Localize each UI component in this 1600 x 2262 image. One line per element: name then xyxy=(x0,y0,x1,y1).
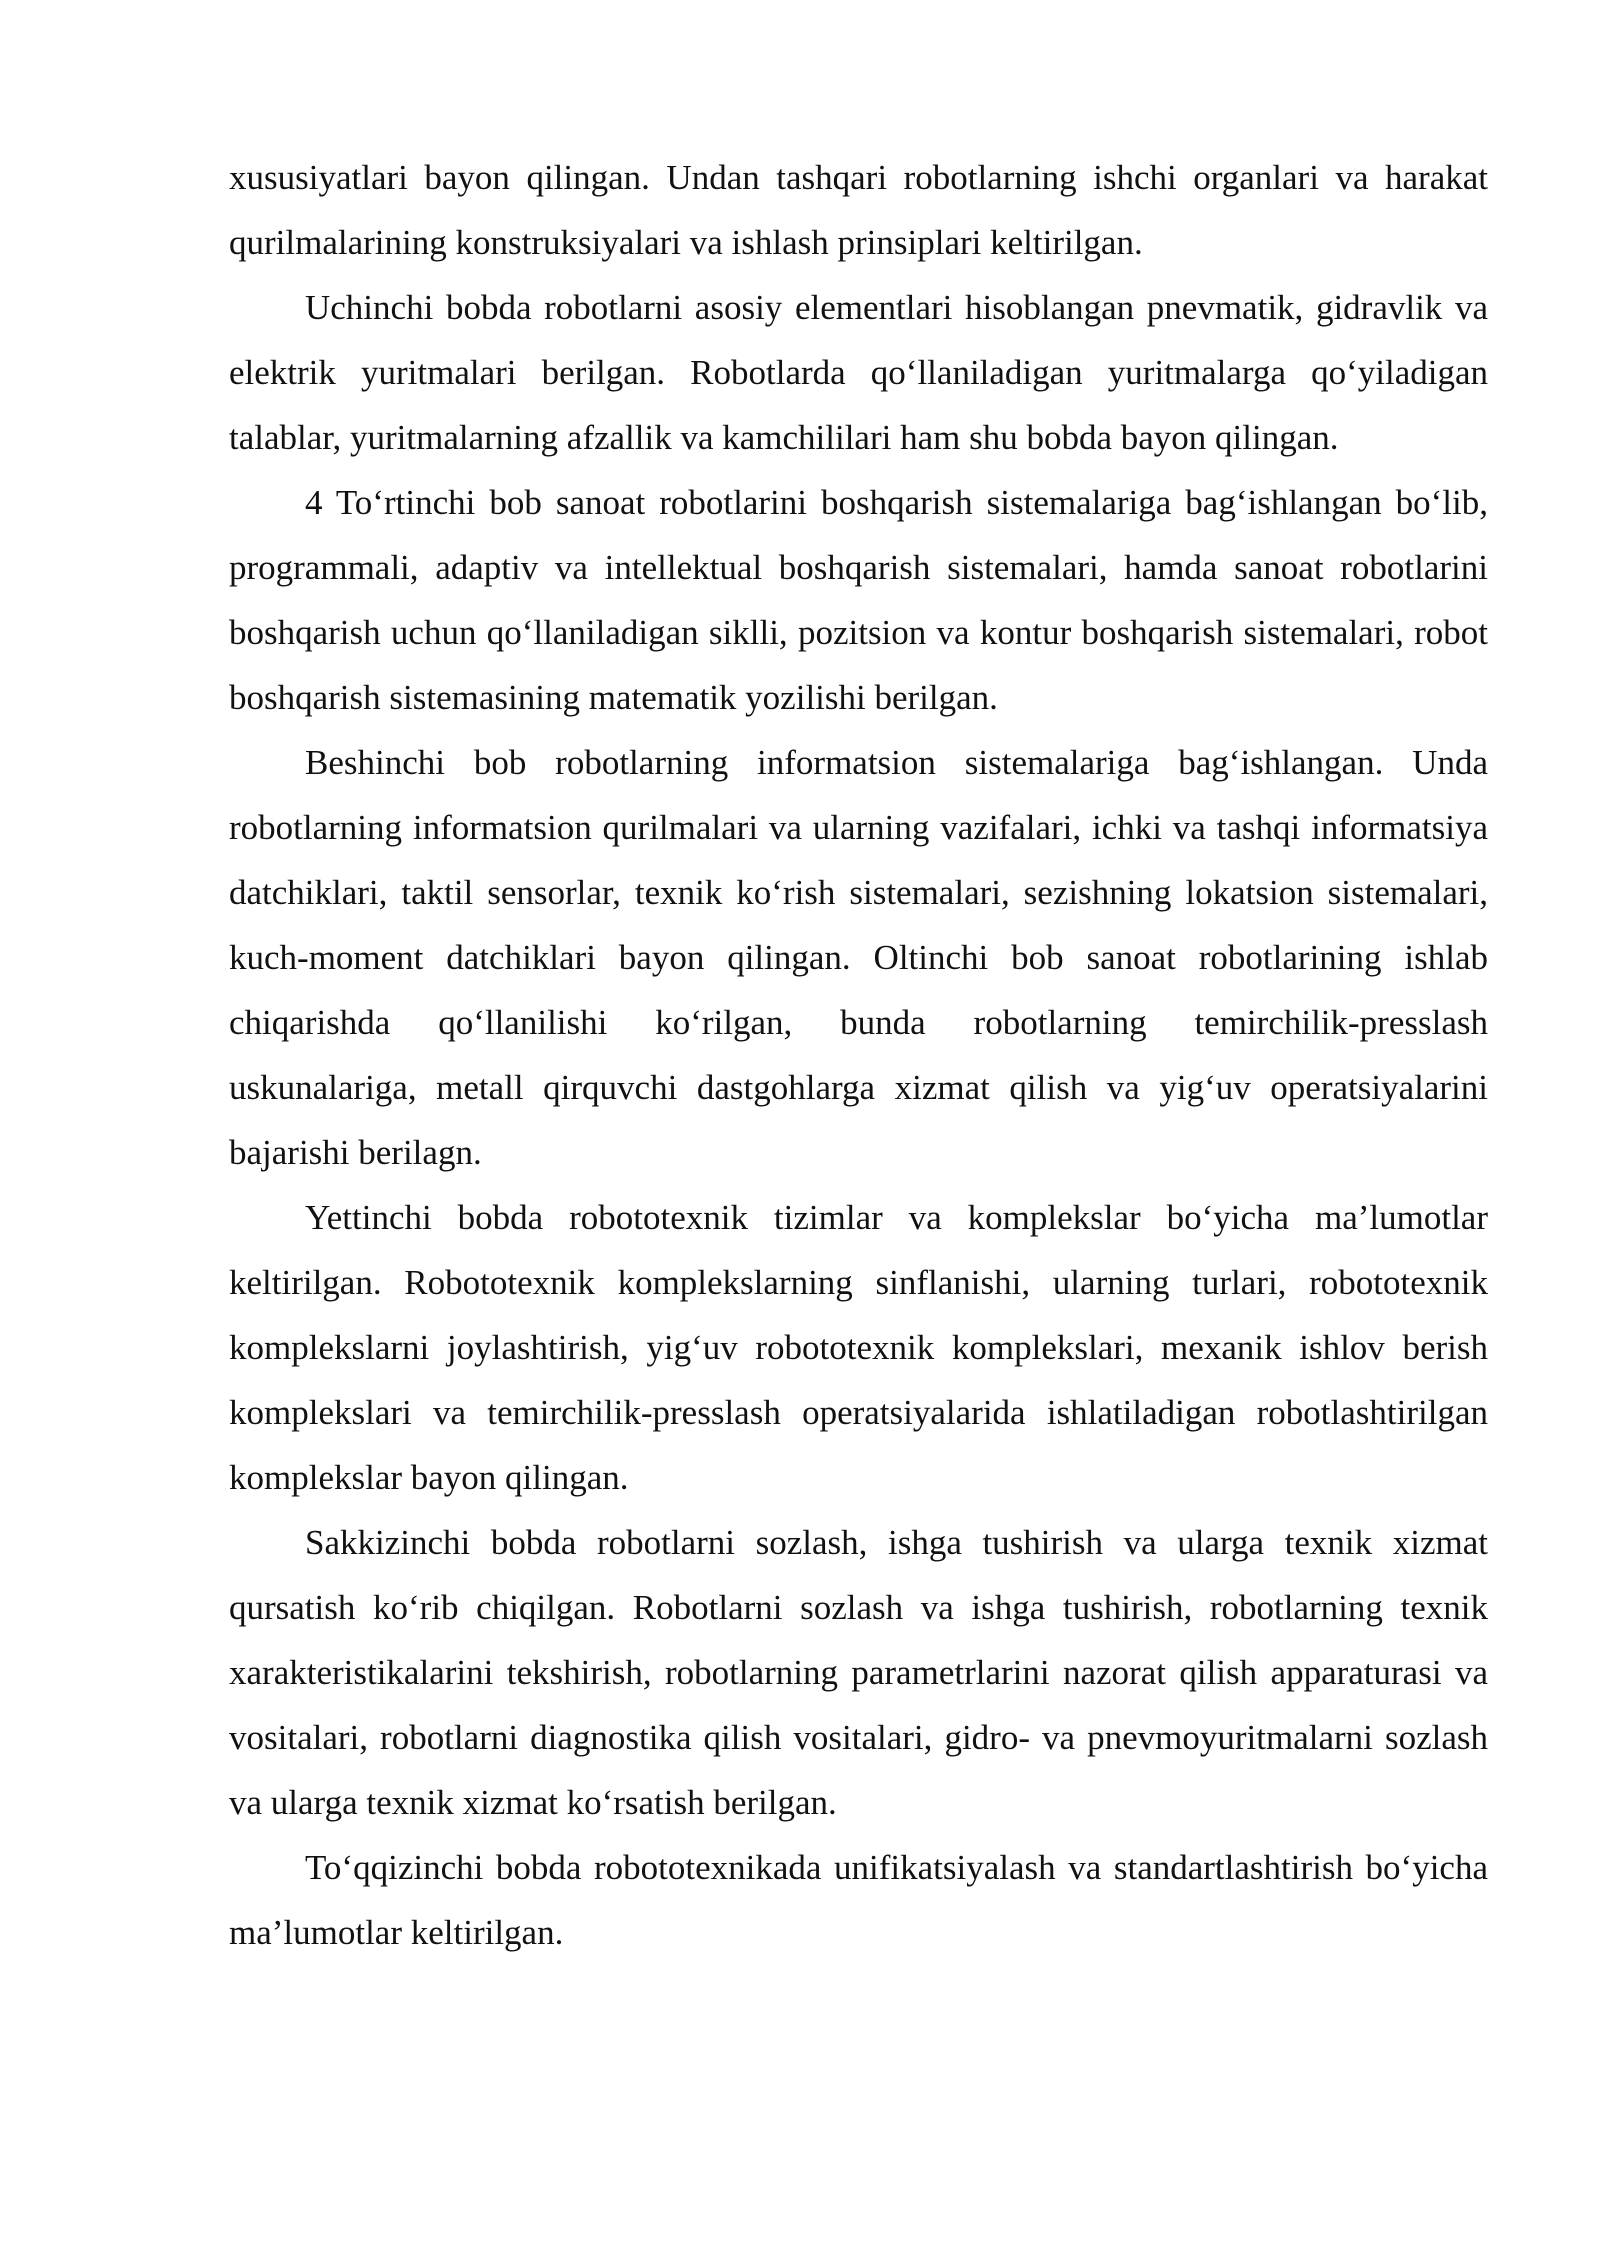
paragraph-chapter-7: Yettinchi bobda robototexnik tizimlar va komplekslar bo‘yicha ma’lumotlar keltirilgan. Robototexnik komplekslarning sinflanishi, ularning turlari, robototexnik komplekslarni joylashtirish, yig‘uv robototexnik komplekslari, mexanik ishlov berish komplekslari va temirchilik-presslash operatsiyalarida ishlatiladigan robotlashtirilgan komplekslar bayon qilingan. xyxy=(229,1198,1488,1497)
paragraph-continuation: xususiyatlari bayon qilingan. Undan tashqari robotlarning ishchi organlari va harakat qurilmalarining konstruksiyalari va ishlash prinsiplari keltirilgan. xyxy=(229,158,1488,262)
paragraph-chapter-4: 4 To‘rtinchi bob sanoat robotlarini boshqarish sistemalariga bag‘ishlangan bo‘lib, programmali, adaptiv va intellektual boshqarish sistemalari, hamda sanoat robotlarini boshqarish uchun qo‘llaniladigan siklli, pozitsion va kontur boshqarish sistemalari, robot boshqarish sistemasining matematik yozilishi berilgan. xyxy=(229,483,1488,717)
paragraph-chapter-8: Sakkizinchi bobda robotlarni sozlash, ishga tushirish va ularga texnik xizmat qursatish ko‘rib chiqilgan. Robotlarni sozlash va ishga tushirish, robotlarning texnik xarakteristikalarini tekshirish, robotlarning parametrlarini nazorat qilish apparaturasi va vositalari, robotlarni diagnostika qilish vositalari, gidro- va pnevmoyuritmalarni sozlash va ularga texnik xizmat ko‘rsatish berilgan. xyxy=(229,1523,1488,1822)
paragraph-chapter-9: To‘qqizinchi bobda robototexnikada unifikatsiyalash va standartlashtirish bo‘yicha ma’lumotlar keltirilgan. xyxy=(229,1848,1488,1952)
paragraph-chapter-5-6: Beshinchi bob robotlarning informatsion sistemalariga bag‘ishlangan. Unda robotlarning informatsion qurilmalari va ularning vazifalari, ichki va tashqi informatsiya datchiklari, taktil sensorlar, texnik ko‘rish sistemalari, sezishning lokatsion sistemalari, kuch-moment datchiklari bayon qilingan. Oltinchi bob sanoat robotlarining ishlab chiqarishda qo‘llanilishi ko‘rilgan, bunda robotlarning temirchilik-presslash uskunalariga, metall qirquvchi dastgohlarga xizmat qilish va yig‘uv operatsiyalarini bajarishi berilagn. xyxy=(229,743,1488,1172)
body-text xyxy=(229,145,1488,1965)
paragraph-chapter-3: Uchinchi bobda robotlarni asosiy elementlari hisoblangan pnevmatik, gidravlik va elektrik yuritmalari berilgan. Robotlarda qo‘llaniladigan yuritmalarga qo‘yiladigan talablar, yuritmalarning afzallik va kamchililari ham shu bobda bayon qilingan. xyxy=(229,288,1488,457)
